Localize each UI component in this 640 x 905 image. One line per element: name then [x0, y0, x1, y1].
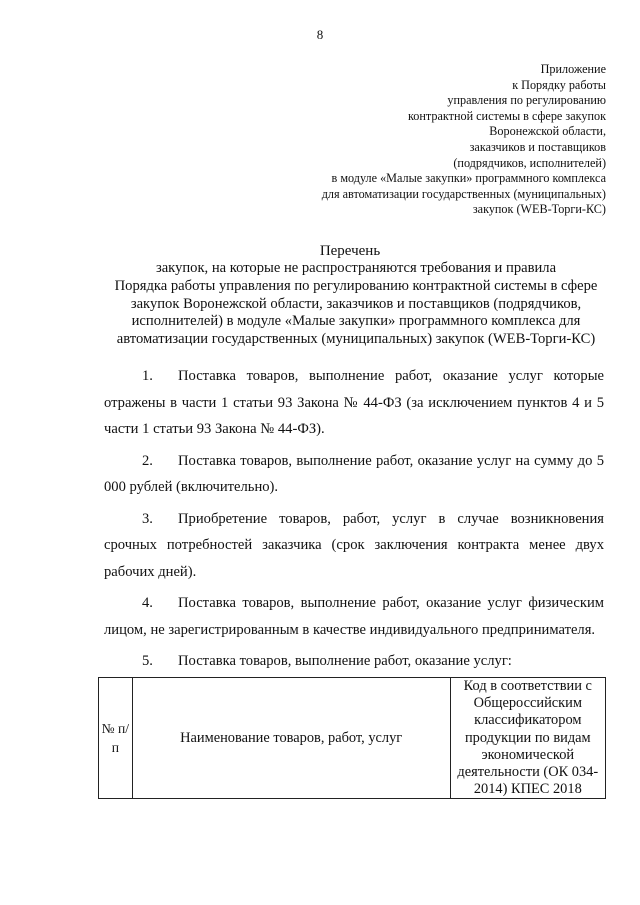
appendix-line: Приложение — [540, 62, 606, 76]
list-item — [104, 363, 604, 443]
subtitle-line: закупок, на которые не распространяются требования и правила — [155, 260, 557, 276]
item-text: Поставка товаров, выполнение работ, оказание услуг физическим лицом, не зарегистрированным в качестве индивидуального предпринимателя. — [104, 595, 604, 638]
subtitle-line: Порядка работы управления по регулированию контрактной системы в сфере — [114, 277, 598, 294]
appendix-line: в модуле «Малые закупки» программного комплекса — [331, 171, 606, 186]
document-title: Перечень — [319, 243, 381, 259]
numbered-list — [104, 363, 604, 675]
item-text: Поставка товаров, выполнение работ, оказание услуг которые отражены в части 1 статьи 93 Закона № 44-ФЗ (за исключением пунктов 4 и 5 части 1 статьи 93 Закона № 44-ФЗ). — [104, 368, 604, 437]
item-number: 5. — [142, 653, 153, 669]
appendix-line: для автоматизации государственных (муниципальных) — [321, 186, 606, 201]
subtitle-line: автоматизации государственных (муниципальных) закупок (WEB-Торги-КС) — [116, 331, 596, 348]
appendix-line: закупок (WEB-Торги-КС) — [472, 202, 606, 217]
subtitle-line: закупок Воронежской области, заказчиков и поставщиков (подрядчиков, — [130, 295, 582, 312]
appendix-line: контрактной системы в сфере закупок — [407, 108, 606, 123]
item-number: 4. — [142, 595, 153, 611]
list-item — [104, 590, 604, 643]
item-text: Поставка товаров, выполнение работ, оказание услуг: — [178, 653, 512, 669]
appendix-line: управления по регулированию — [447, 93, 606, 108]
appendix-line: (подрядчиков, исполнителей) — [453, 155, 606, 170]
header-code: Код в соответствии с Общероссийским классификатором продукции по видам экономической деятельности (ОК 034-2014) КПЕС 2018 — [450, 678, 605, 799]
item-number: 2. — [142, 452, 153, 469]
document-subtitle — [96, 260, 616, 349]
header-name: Наименование товаров, работ, услуг — [132, 678, 450, 799]
header-number: № п/п — [99, 678, 133, 799]
table-header-row — [99, 678, 606, 799]
page-number: 8 — [316, 27, 324, 42]
item-text: Поставка товаров, выполнение работ, оказание услуг на сумму до 5 000 рублей (включительно). — [104, 452, 604, 495]
appendix-header — [276, 62, 606, 218]
item-text: Приобретение товаров, работ, услуг в случае возникновения срочных потребностей заказчика (срок заключения контракта менее двух рабочих дней). — [104, 510, 604, 580]
list-item — [104, 448, 604, 501]
appendix-line: к Порядку работы — [512, 77, 606, 92]
item-number: 1. — [142, 368, 153, 384]
appendix-line: заказчиков и поставщиков — [469, 139, 606, 154]
item-number: 3. — [142, 510, 153, 527]
list-item — [104, 506, 604, 586]
goods-table — [98, 677, 606, 799]
appendix-line: Воронежской области, — [489, 124, 606, 139]
subtitle-line: исполнителей) в модуле «Малые закупки» программного комплекса для — [131, 313, 581, 330]
list-item — [104, 648, 604, 675]
